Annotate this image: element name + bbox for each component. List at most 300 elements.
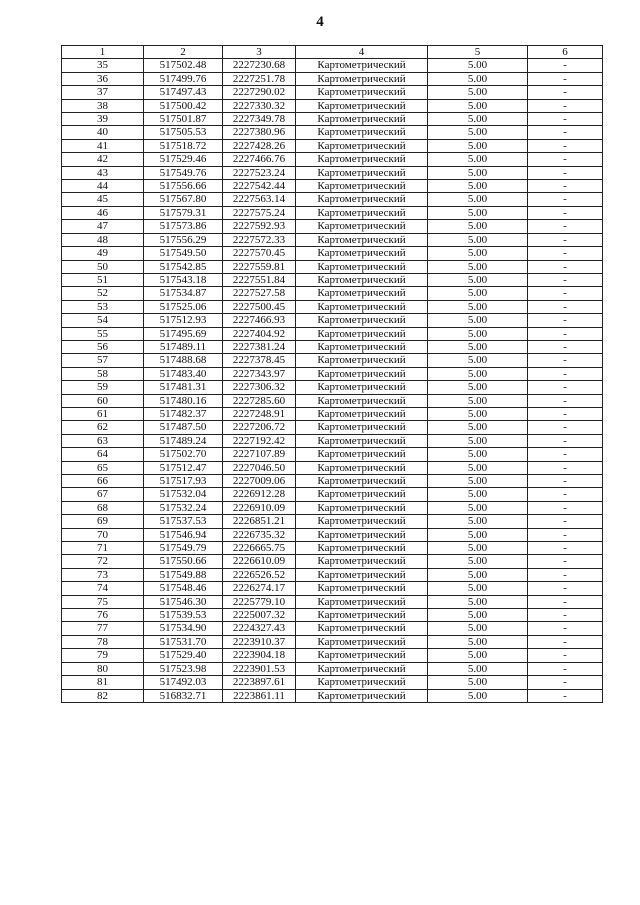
- accuracy-cell: 5.00: [428, 461, 528, 474]
- description-cell: -: [528, 59, 603, 72]
- method-cell: Картометрический: [296, 448, 428, 461]
- header-col-6: 6: [528, 46, 603, 59]
- x-coordinate-cell: 517512.93: [144, 314, 223, 327]
- x-coordinate-cell: 517539.53: [144, 609, 223, 622]
- y-coordinate-cell: 2227523.24: [223, 166, 296, 179]
- y-coordinate-cell: 2227009.06: [223, 475, 296, 488]
- y-coordinate-cell: 2227592.93: [223, 220, 296, 233]
- x-coordinate-cell: 517542.85: [144, 260, 223, 273]
- x-coordinate-cell: 517482.37: [144, 407, 223, 420]
- y-coordinate-cell: 2227192.42: [223, 434, 296, 447]
- method-cell: Картометрический: [296, 180, 428, 193]
- point-number-cell: 73: [62, 568, 144, 581]
- x-coordinate-cell: 517481.31: [144, 381, 223, 394]
- description-cell: -: [528, 99, 603, 112]
- table-row: [62, 649, 603, 662]
- description-cell: -: [528, 555, 603, 568]
- point-number-cell: 39: [62, 113, 144, 126]
- accuracy-cell: 5.00: [428, 676, 528, 689]
- table-row: [62, 193, 603, 206]
- y-coordinate-cell: 2225007.32: [223, 609, 296, 622]
- method-cell: Картометрический: [296, 568, 428, 581]
- method-cell: Картометрический: [296, 247, 428, 260]
- y-coordinate-cell: 2227285.60: [223, 394, 296, 407]
- table-row: [62, 314, 603, 327]
- method-cell: Картометрический: [296, 461, 428, 474]
- point-number-cell: 35: [62, 59, 144, 72]
- method-cell: Картометрический: [296, 126, 428, 139]
- description-cell: -: [528, 501, 603, 514]
- description-cell: -: [528, 421, 603, 434]
- description-cell: -: [528, 488, 603, 501]
- accuracy-cell: 5.00: [428, 86, 528, 99]
- accuracy-cell: 5.00: [428, 434, 528, 447]
- x-coordinate-cell: 517573.86: [144, 220, 223, 233]
- y-coordinate-cell: 2227551.84: [223, 273, 296, 286]
- description-cell: -: [528, 287, 603, 300]
- description-cell: -: [528, 354, 603, 367]
- method-cell: Картометрический: [296, 421, 428, 434]
- description-cell: -: [528, 461, 603, 474]
- accuracy-cell: 5.00: [428, 407, 528, 420]
- accuracy-cell: 5.00: [428, 233, 528, 246]
- point-number-cell: 58: [62, 367, 144, 380]
- accuracy-cell: 5.00: [428, 314, 528, 327]
- x-coordinate-cell: 517499.76: [144, 72, 223, 85]
- table-header: [62, 46, 603, 59]
- y-coordinate-cell: 2224327.43: [223, 622, 296, 635]
- x-coordinate-cell: 517546.94: [144, 528, 223, 541]
- x-coordinate-cell: 517529.40: [144, 649, 223, 662]
- y-coordinate-cell: 2227570.45: [223, 247, 296, 260]
- y-coordinate-cell: 2227290.02: [223, 86, 296, 99]
- y-coordinate-cell: 2227466.76: [223, 153, 296, 166]
- table-row: [62, 434, 603, 447]
- x-coordinate-cell: 517534.87: [144, 287, 223, 300]
- accuracy-cell: 5.00: [428, 421, 528, 434]
- description-cell: -: [528, 676, 603, 689]
- method-cell: Картометрический: [296, 582, 428, 595]
- description-cell: -: [528, 475, 603, 488]
- x-coordinate-cell: 517492.03: [144, 676, 223, 689]
- description-cell: -: [528, 260, 603, 273]
- method-cell: Картометрический: [296, 595, 428, 608]
- table-row: [62, 622, 603, 635]
- accuracy-cell: 5.00: [428, 327, 528, 340]
- table-row: [62, 273, 603, 286]
- x-coordinate-cell: 517532.04: [144, 488, 223, 501]
- header-col-2: 2: [144, 46, 223, 59]
- table-row: [62, 475, 603, 488]
- point-number-cell: 50: [62, 260, 144, 273]
- method-cell: Картометрический: [296, 220, 428, 233]
- y-coordinate-cell: 2227046.50: [223, 461, 296, 474]
- description-cell: -: [528, 394, 603, 407]
- y-coordinate-cell: 2227572.33: [223, 233, 296, 246]
- method-cell: Картометрический: [296, 327, 428, 340]
- table-row: [62, 407, 603, 420]
- accuracy-cell: 5.00: [428, 113, 528, 126]
- method-cell: Картометрический: [296, 287, 428, 300]
- accuracy-cell: 5.00: [428, 501, 528, 514]
- table-row: [62, 394, 603, 407]
- table-row: [62, 609, 603, 622]
- table-row: [62, 153, 603, 166]
- accuracy-cell: 5.00: [428, 72, 528, 85]
- y-coordinate-cell: 2223897.61: [223, 676, 296, 689]
- point-number-cell: 42: [62, 153, 144, 166]
- method-cell: Картометрический: [296, 260, 428, 273]
- description-cell: -: [528, 434, 603, 447]
- x-coordinate-cell: 517517.93: [144, 475, 223, 488]
- y-coordinate-cell: 2223910.37: [223, 635, 296, 648]
- x-coordinate-cell: 517556.29: [144, 233, 223, 246]
- description-cell: -: [528, 635, 603, 648]
- method-cell: Картометрический: [296, 166, 428, 179]
- point-number-cell: 48: [62, 233, 144, 246]
- x-coordinate-cell: 517537.53: [144, 515, 223, 528]
- description-cell: -: [528, 515, 603, 528]
- description-cell: -: [528, 180, 603, 193]
- description-cell: -: [528, 662, 603, 675]
- accuracy-cell: 5.00: [428, 515, 528, 528]
- x-coordinate-cell: 517549.88: [144, 568, 223, 581]
- description-cell: -: [528, 689, 603, 702]
- method-cell: Картометрический: [296, 515, 428, 528]
- description-cell: -: [528, 72, 603, 85]
- x-coordinate-cell: 517502.48: [144, 59, 223, 72]
- point-number-cell: 70: [62, 528, 144, 541]
- table-row: [62, 166, 603, 179]
- accuracy-cell: 5.00: [428, 488, 528, 501]
- y-coordinate-cell: 2226912.28: [223, 488, 296, 501]
- y-coordinate-cell: 2227542.44: [223, 180, 296, 193]
- point-number-cell: 55: [62, 327, 144, 340]
- x-coordinate-cell: 517532.24: [144, 501, 223, 514]
- method-cell: Картометрический: [296, 367, 428, 380]
- description-cell: -: [528, 247, 603, 260]
- accuracy-cell: 5.00: [428, 166, 528, 179]
- x-coordinate-cell: 517579.31: [144, 206, 223, 219]
- y-coordinate-cell: 2227306.32: [223, 381, 296, 394]
- x-coordinate-cell: 517512.47: [144, 461, 223, 474]
- point-number-cell: 52: [62, 287, 144, 300]
- point-number-cell: 62: [62, 421, 144, 434]
- description-cell: -: [528, 86, 603, 99]
- y-coordinate-cell: 2227378.45: [223, 354, 296, 367]
- method-cell: Картометрический: [296, 394, 428, 407]
- table-row: [62, 635, 603, 648]
- accuracy-cell: 5.00: [428, 300, 528, 313]
- y-coordinate-cell: 2226610.09: [223, 555, 296, 568]
- x-coordinate-cell: 517549.76: [144, 166, 223, 179]
- table-row: [62, 488, 603, 501]
- y-coordinate-cell: 2227251.78: [223, 72, 296, 85]
- method-cell: Картометрический: [296, 662, 428, 675]
- table-row: [62, 367, 603, 380]
- method-cell: Картометрический: [296, 689, 428, 702]
- method-cell: Картометрический: [296, 528, 428, 541]
- y-coordinate-cell: 2225779.10: [223, 595, 296, 608]
- y-coordinate-cell: 2226735.32: [223, 528, 296, 541]
- description-cell: -: [528, 193, 603, 206]
- x-coordinate-cell: 517501.87: [144, 113, 223, 126]
- table-row: [62, 582, 603, 595]
- table-body: [62, 59, 603, 703]
- y-coordinate-cell: 2227381.24: [223, 340, 296, 353]
- accuracy-cell: 5.00: [428, 649, 528, 662]
- header-col-4: 4: [296, 46, 428, 59]
- x-coordinate-cell: 517550.66: [144, 555, 223, 568]
- method-cell: Картометрический: [296, 542, 428, 555]
- method-cell: Картометрический: [296, 501, 428, 514]
- table-row: [62, 99, 603, 112]
- method-cell: Картометрический: [296, 233, 428, 246]
- method-cell: Картометрический: [296, 676, 428, 689]
- description-cell: -: [528, 595, 603, 608]
- x-coordinate-cell: 517525.06: [144, 300, 223, 313]
- description-cell: -: [528, 233, 603, 246]
- method-cell: Картометрический: [296, 609, 428, 622]
- table-row: [62, 676, 603, 689]
- description-cell: -: [528, 542, 603, 555]
- table-row: [62, 501, 603, 514]
- y-coordinate-cell: 2227404.92: [223, 327, 296, 340]
- table-row: [62, 555, 603, 568]
- table-row: [62, 300, 603, 313]
- method-cell: Картометрический: [296, 354, 428, 367]
- method-cell: Картометрический: [296, 314, 428, 327]
- x-coordinate-cell: 517488.68: [144, 354, 223, 367]
- table-row: [62, 220, 603, 233]
- point-number-cell: 63: [62, 434, 144, 447]
- method-cell: Картометрический: [296, 340, 428, 353]
- point-number-cell: 66: [62, 475, 144, 488]
- accuracy-cell: 5.00: [428, 340, 528, 353]
- y-coordinate-cell: 2227563.14: [223, 193, 296, 206]
- table-row: [62, 206, 603, 219]
- accuracy-cell: 5.00: [428, 193, 528, 206]
- point-number-cell: 40: [62, 126, 144, 139]
- description-cell: -: [528, 139, 603, 152]
- accuracy-cell: 5.00: [428, 180, 528, 193]
- table-row: [62, 247, 603, 260]
- x-coordinate-cell: 516832.71: [144, 689, 223, 702]
- y-coordinate-cell: 2223901.53: [223, 662, 296, 675]
- method-cell: Картометрический: [296, 635, 428, 648]
- x-coordinate-cell: 517549.50: [144, 247, 223, 260]
- table-row: [62, 542, 603, 555]
- table-row: [62, 72, 603, 85]
- point-number-cell: 72: [62, 555, 144, 568]
- accuracy-cell: 5.00: [428, 622, 528, 635]
- accuracy-cell: 5.00: [428, 287, 528, 300]
- accuracy-cell: 5.00: [428, 99, 528, 112]
- x-coordinate-cell: 517546.30: [144, 595, 223, 608]
- table-row: [62, 260, 603, 273]
- y-coordinate-cell: 2227380.96: [223, 126, 296, 139]
- description-cell: -: [528, 206, 603, 219]
- table-row: [62, 689, 603, 702]
- accuracy-cell: 5.00: [428, 568, 528, 581]
- y-coordinate-cell: 2227500.45: [223, 300, 296, 313]
- y-coordinate-cell: 2227248.91: [223, 407, 296, 420]
- point-number-cell: 71: [62, 542, 144, 555]
- x-coordinate-cell: 517480.16: [144, 394, 223, 407]
- description-cell: -: [528, 314, 603, 327]
- description-cell: -: [528, 528, 603, 541]
- description-cell: -: [528, 300, 603, 313]
- x-coordinate-cell: 517483.40: [144, 367, 223, 380]
- y-coordinate-cell: 2226665.75: [223, 542, 296, 555]
- description-cell: -: [528, 327, 603, 340]
- y-coordinate-cell: 2223904.18: [223, 649, 296, 662]
- accuracy-cell: 5.00: [428, 206, 528, 219]
- point-number-cell: 53: [62, 300, 144, 313]
- description-cell: -: [528, 622, 603, 635]
- y-coordinate-cell: 2227349.78: [223, 113, 296, 126]
- method-cell: Картометрический: [296, 273, 428, 286]
- method-cell: Картометрический: [296, 99, 428, 112]
- accuracy-cell: 5.00: [428, 528, 528, 541]
- method-cell: Картометрический: [296, 59, 428, 72]
- description-cell: -: [528, 649, 603, 662]
- y-coordinate-cell: 2227466.93: [223, 314, 296, 327]
- point-number-cell: 76: [62, 609, 144, 622]
- accuracy-cell: 5.00: [428, 354, 528, 367]
- table-row: [62, 568, 603, 581]
- x-coordinate-cell: 517529.46: [144, 153, 223, 166]
- table-row: [62, 340, 603, 353]
- table-row: [62, 595, 603, 608]
- accuracy-cell: 5.00: [428, 153, 528, 166]
- header-col-5: 5: [428, 46, 528, 59]
- method-cell: Картометрический: [296, 649, 428, 662]
- x-coordinate-cell: 517497.43: [144, 86, 223, 99]
- x-coordinate-cell: 517489.11: [144, 340, 223, 353]
- point-number-cell: 68: [62, 501, 144, 514]
- point-number-cell: 61: [62, 407, 144, 420]
- description-cell: -: [528, 367, 603, 380]
- point-number-cell: 75: [62, 595, 144, 608]
- method-cell: Картометрический: [296, 475, 428, 488]
- method-cell: Картометрический: [296, 555, 428, 568]
- description-cell: -: [528, 340, 603, 353]
- x-coordinate-cell: 517489.24: [144, 434, 223, 447]
- method-cell: Картометрический: [296, 86, 428, 99]
- table-row: [62, 180, 603, 193]
- description-cell: -: [528, 381, 603, 394]
- table-row: [62, 233, 603, 246]
- method-cell: Картометрический: [296, 139, 428, 152]
- description-cell: -: [528, 568, 603, 581]
- x-coordinate-cell: 517518.72: [144, 139, 223, 152]
- point-number-cell: 60: [62, 394, 144, 407]
- point-number-cell: 51: [62, 273, 144, 286]
- description-cell: -: [528, 407, 603, 420]
- table-row: [62, 461, 603, 474]
- y-coordinate-cell: 2227343.97: [223, 367, 296, 380]
- point-number-cell: 69: [62, 515, 144, 528]
- point-number-cell: 37: [62, 86, 144, 99]
- x-coordinate-cell: 517549.79: [144, 542, 223, 555]
- accuracy-cell: 5.00: [428, 139, 528, 152]
- method-cell: Картометрический: [296, 622, 428, 635]
- x-coordinate-cell: 517502.70: [144, 448, 223, 461]
- description-cell: -: [528, 113, 603, 126]
- accuracy-cell: 5.00: [428, 662, 528, 675]
- accuracy-cell: 5.00: [428, 689, 528, 702]
- y-coordinate-cell: 2226526.52: [223, 568, 296, 581]
- point-number-cell: 56: [62, 340, 144, 353]
- point-number-cell: 36: [62, 72, 144, 85]
- accuracy-cell: 5.00: [428, 635, 528, 648]
- accuracy-cell: 5.00: [428, 273, 528, 286]
- method-cell: Картометрический: [296, 153, 428, 166]
- table-row: [62, 287, 603, 300]
- method-cell: Картометрический: [296, 193, 428, 206]
- x-coordinate-cell: 517487.50: [144, 421, 223, 434]
- accuracy-cell: 5.00: [428, 595, 528, 608]
- x-coordinate-cell: 517543.18: [144, 273, 223, 286]
- point-number-cell: 78: [62, 635, 144, 648]
- description-cell: -: [528, 609, 603, 622]
- method-cell: Картометрический: [296, 434, 428, 447]
- point-number-cell: 74: [62, 582, 144, 595]
- y-coordinate-cell: 2226910.09: [223, 501, 296, 514]
- table-row: [62, 662, 603, 675]
- accuracy-cell: 5.00: [428, 367, 528, 380]
- point-number-cell: 46: [62, 206, 144, 219]
- table-row: [62, 86, 603, 99]
- accuracy-cell: 5.00: [428, 59, 528, 72]
- point-number-cell: 49: [62, 247, 144, 260]
- y-coordinate-cell: 2227330.32: [223, 99, 296, 112]
- x-coordinate-cell: 517567.80: [144, 193, 223, 206]
- method-cell: Картометрический: [296, 300, 428, 313]
- y-coordinate-cell: 2226851.21: [223, 515, 296, 528]
- point-number-cell: 59: [62, 381, 144, 394]
- accuracy-cell: 5.00: [428, 542, 528, 555]
- y-coordinate-cell: 2227230.68: [223, 59, 296, 72]
- table-row: [62, 354, 603, 367]
- x-coordinate-cell: 517495.69: [144, 327, 223, 340]
- description-cell: -: [528, 273, 603, 286]
- description-cell: -: [528, 166, 603, 179]
- header-col-1: 1: [62, 46, 144, 59]
- method-cell: Картометрический: [296, 206, 428, 219]
- x-coordinate-cell: 517523.98: [144, 662, 223, 675]
- y-coordinate-cell: 2227575.24: [223, 206, 296, 219]
- point-number-cell: 80: [62, 662, 144, 675]
- header-row: [62, 46, 603, 59]
- table-row: [62, 448, 603, 461]
- page-number: 4: [316, 14, 324, 30]
- y-coordinate-cell: 2227428.26: [223, 139, 296, 152]
- method-cell: Картометрический: [296, 72, 428, 85]
- accuracy-cell: 5.00: [428, 582, 528, 595]
- accuracy-cell: 5.00: [428, 247, 528, 260]
- x-coordinate-cell: 517500.42: [144, 99, 223, 112]
- point-number-cell: 57: [62, 354, 144, 367]
- point-number-cell: 41: [62, 139, 144, 152]
- point-number-cell: 82: [62, 689, 144, 702]
- accuracy-cell: 5.00: [428, 448, 528, 461]
- x-coordinate-cell: 517548.46: [144, 582, 223, 595]
- accuracy-cell: 5.00: [428, 609, 528, 622]
- point-number-cell: 47: [62, 220, 144, 233]
- y-coordinate-cell: 2227206.72: [223, 421, 296, 434]
